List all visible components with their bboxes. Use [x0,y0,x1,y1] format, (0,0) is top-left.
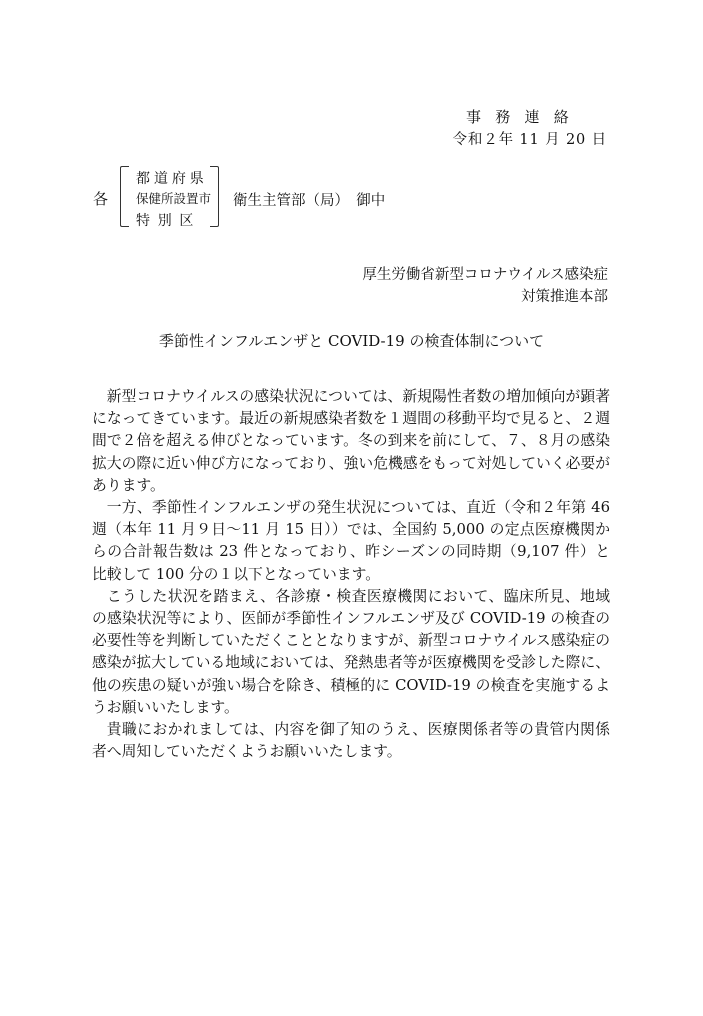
document-type: 事務連絡 [466,108,584,126]
body-paragraph: 貴職におかれましては、内容を御了知のうえ、医療関係者等の貴管内関係者へ周知していただくようお願いいたします。 [92,721,610,761]
body-paragraph: 一方、季節性インフルエンザの発生状況については、直近（令和２年第 46 週（本年 11 月９日～11 月 15 日））では、全国約 5,000 の定点医療機関からの合計報告数は 23 件となっており、昨シーズンの同時期（9,107 件）と比較して 100 分の１以下となっています。 [92,499,610,583]
recipient-line: 保健所設置市 [136,191,212,206]
recipient-bracket-left [120,166,129,227]
recipient-line: 特別区 [136,213,202,229]
body-paragraph: 新型コロナウイルスの感染状況については、新規陽性者数の増加傾向が顕著になってきています。最近の新規感染者数を１週間の移動平均で見ると、２週間で２倍を超える伸びとなっています。冬の到来を前にして、７、８月の感染拡大の際に近い伸び方になっており、強い危機感をもって対処していく必要があります。 [92,388,610,494]
recipient-bracket-right [210,166,219,227]
recipient-line: 都道府県 [136,171,208,187]
document-date: 令和２年 11 月 20 日 [452,132,607,148]
recipient-prefix: 各 [93,190,109,208]
sender-line: 厚生労働省新型コロナウイルス感染症 [362,267,608,283]
document-subject: 季節性インフルエンザと COVID-19 の検査体制について [158,332,545,350]
recipient-department: 衛生主管部（局） 御中 [233,193,386,209]
body-paragraph: こうした状況を踏まえ、各診療・検査医療機関において、臨床所見、地域の感染状況等により、医師が季節性インフルエンザ及び COVID-19 の検査の必要性等を判断していただくこととなりますが、新型コロナウイルス感染症の感染が拡大している地域においては、発熱患者等が医療機関を受診した際に、他の疾患の疑いが強い場合を除き、積極的に COVID-19 の検査を実施するようお願いいたします。 [92,587,610,716]
sender-line: 対策推進本部 [521,289,608,305]
document-body [92,386,610,763]
